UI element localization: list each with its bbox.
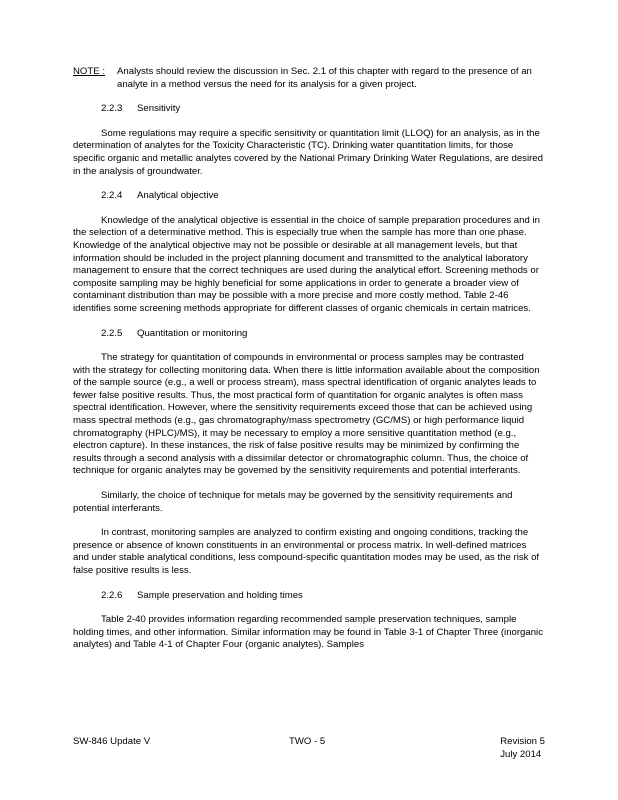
note-block (73, 66, 543, 91)
page-content (73, 66, 543, 664)
footer-document-id: SW-846 Update V (73, 736, 151, 747)
section-number: 2.2.4 (101, 190, 123, 202)
section-title: Sample preservation and holding times (137, 589, 303, 601)
footer-page-number: TWO - 5 (289, 736, 326, 747)
paragraph: Similarly, the choice of technique for metals may be governed by the sensitivity requirements and potential interferants. (73, 490, 513, 514)
paragraph: Some regulations may require a specific sensitivity or quantitation limit (LLOQ) for an analysis, as in the determination of analytes for the Toxicity Characteristic (TC). Drinking water quantitation limits, for those specific organic and metallic analytes covered by the National Primary Drinking Water Regulations, are desired in the analysis of groundwater. (73, 127, 543, 177)
paragraph: Knowledge of the analytical objective is essential in the choice of sample preparation procedures and in the selection of a determinative method. This is especially true when the sample has more than one phase. Knowledge of the analytical objective may not be possible or desirable at all management levels, but that information should be included in the project planning document and transmitted to the analytical laboratory management to ensure that the correct techniques are used during the analytical effort. Screening methods or composite sampling may be highly beneficial for some applications in order to generate a broader view of contaminant distribution than may be possible with a more precise and more costly method. Table 2-46 identifies some screening methods appropriate for different classes of organic chemicals in certain matrices. (73, 214, 540, 314)
section-heading-quantitation (73, 328, 543, 341)
footer-revision-date: July 2014 (500, 748, 542, 760)
section-heading-sensitivity (73, 103, 543, 116)
section-number: 2.2.5 (101, 327, 123, 339)
note-label: NOTE : (73, 66, 105, 77)
note-text: Analysts should review the discussion in Sec. 2.1 of this chapter with regard to the presence of an analyte in a method versus the need for its analysis for a given project. (117, 66, 532, 90)
section-title: Quantitation or monitoring (137, 327, 248, 339)
footer-revision-number: Revision 5 (500, 736, 545, 747)
section-number: 2.2.3 (101, 103, 123, 115)
paragraph: In contrast, monitoring samples are analyzed to confirm existing and ongoing conditions, tracking the presence or absence of known constituents in an environmental or process matrix. In well-defined matrices and under stable analytical conditions, less compound-specific quantitation modes may be used, as the risk of false positive results is less. (73, 527, 540, 576)
section-number: 2.2.6 (101, 589, 123, 601)
section-heading-sample-preservation (73, 590, 543, 603)
paragraph: Table 2-40 provides information regarding recommended sample preservation techniques, sample holding times, and other information. Similar information may be found in Table 3-1 of Chapter Three (inorganic analytes) and Table 4-1 of Chapter Four (organic analytes). Samples (73, 614, 543, 651)
section-title: Sensitivity (137, 103, 181, 115)
page-footer (73, 736, 545, 766)
paragraph: The strategy for quantitation of compounds in environmental or process samples may be contrasted with the strategy for collecting monitoring data. When there is little information available about the composition of the sample source (e.g., a well or process stream), mass spectral identification of organic analytes leads to fewer false positive results. Thus, the most practical form of quantitation for organic analytes is often mass spectral identification. However, where the sensitivity requirements exceed those that can be achieved using mass spectral methods (e.g., gas chromatography/mass spectrometry (GC/MS) or high performance liquid chromatography (HPLC)/MS), it may be necessary to employ a more sensitive quantitation method (e.g., electron capture). In these instances, the risk of false positive results may be minimized by confirming the results through a second analysis with a dissimilar detector or chromatographic column. Thus, the choice of technique for organic analytes may be governed by the sensitivity requirements and potential interferants. (73, 352, 540, 477)
section-title: Analytical objective (137, 190, 219, 202)
section-heading-analytical-objective (73, 190, 543, 203)
footer-revision (500, 736, 545, 761)
